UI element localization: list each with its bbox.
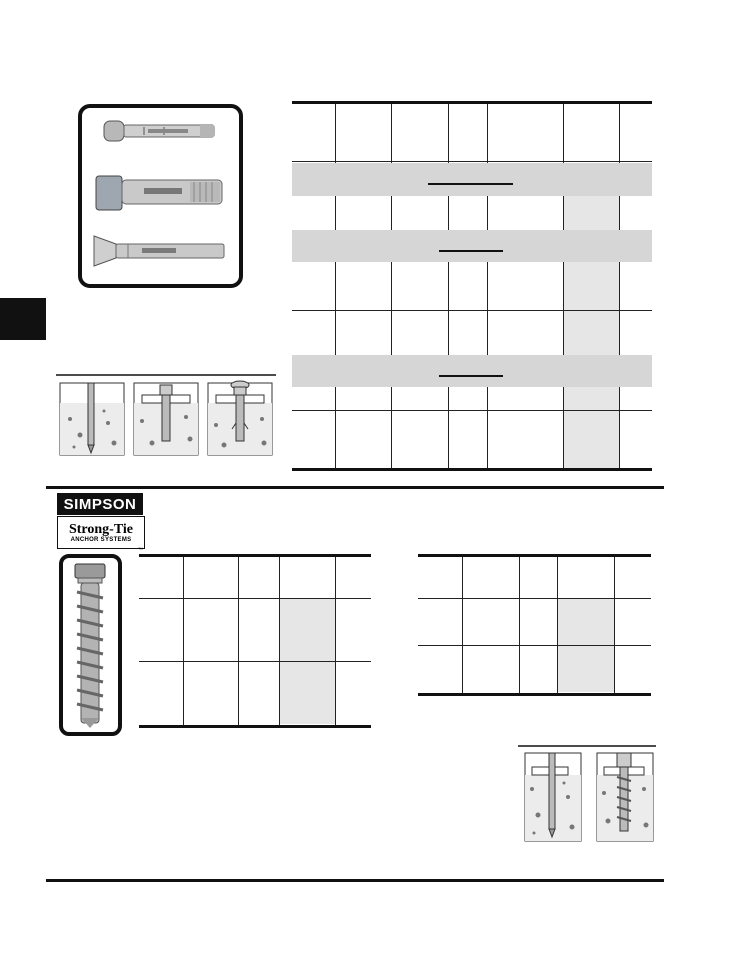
installation-diagram-upper [56, 373, 276, 459]
logo-brand-text: SIMPSON [63, 495, 137, 513]
table-shaded-cell [563, 262, 619, 355]
table-group-band [292, 163, 652, 196]
table-col-rule [183, 557, 184, 725]
table-col-rule [448, 387, 449, 468]
screw-anchor-photo-frame [59, 554, 122, 736]
screw-anchor-icon [75, 564, 105, 728]
acorn-nut-sleeve-anchor-icon [104, 121, 214, 141]
table-header-rule [418, 598, 651, 599]
table-col-rule [563, 387, 564, 468]
table-col-rule [563, 262, 564, 355]
table-col-rule [619, 196, 620, 230]
table-col-rule [487, 262, 488, 355]
sleeve-anchor-photo [82, 108, 239, 284]
table-col-rule [448, 262, 449, 355]
insert-anchor-step-icon [134, 383, 198, 455]
table-col-rule [487, 196, 488, 230]
table-header-rule [292, 161, 652, 162]
drive-screw-anchor-step-icon [597, 753, 653, 841]
band-title-underline [428, 183, 513, 185]
table-col-rule [462, 557, 463, 693]
table-col-rule [563, 104, 564, 163]
table-col-rule [335, 262, 336, 355]
table-top-rule [292, 101, 652, 104]
installation-diagram-lower [518, 745, 658, 845]
logo-trademark: ™ [138, 547, 143, 553]
table-col-rule [619, 262, 620, 355]
table-group-band [292, 355, 652, 387]
table-col-rule [391, 196, 392, 230]
table-col-rule [448, 196, 449, 230]
screw-anchor-photo [63, 558, 118, 732]
table-col-rule [335, 557, 336, 725]
section-divider-bottom [46, 879, 664, 882]
table-top-rule [418, 554, 651, 557]
table-group-band [292, 230, 652, 262]
table-shaded-cell [563, 387, 619, 468]
table-col-rule [391, 387, 392, 468]
strong-tie-logo [57, 516, 145, 549]
logo-product-line-text: Strong-Tie [68, 522, 134, 537]
sleeve-anchor-photo-frame [78, 104, 243, 288]
upper-spec-table [292, 101, 652, 472]
band-title-underline [439, 250, 503, 252]
drill-hole-step-icon [60, 383, 124, 455]
table-row-rule [292, 310, 652, 311]
table-col-rule [335, 104, 336, 163]
simpson-logo [57, 493, 143, 515]
table-row-rule [292, 410, 652, 411]
lower-right-spec-table [418, 554, 651, 698]
table-col-rule [619, 104, 620, 163]
table-col-rule [614, 557, 615, 693]
table-col-rule [519, 557, 520, 693]
table-col-rule [335, 387, 336, 468]
table-col-rule [563, 196, 564, 230]
table-col-rule [238, 557, 239, 725]
lower-left-spec-table [139, 554, 371, 730]
table-row-rule [139, 661, 371, 662]
band-title-underline [439, 375, 503, 377]
section-divider-top [46, 486, 664, 489]
table-row-rule [418, 645, 651, 646]
table-col-rule [335, 196, 336, 230]
tighten-anchor-step-icon [208, 381, 272, 455]
flat-head-sleeve-anchor-icon [94, 236, 224, 266]
table-col-rule [619, 387, 620, 468]
table-bottom-rule [292, 468, 652, 471]
table-top-rule [139, 554, 371, 557]
section-side-tab [0, 298, 46, 340]
table-col-rule [487, 104, 488, 163]
table-bottom-rule [139, 725, 371, 728]
table-shaded-cell [563, 196, 619, 230]
table-col-rule [279, 557, 280, 725]
table-bottom-rule [418, 693, 651, 696]
table-col-rule [557, 557, 558, 693]
hex-nut-sleeve-anchor-icon [96, 176, 222, 210]
logo-subline-text: ANCHOR SYSTEMS [70, 537, 132, 543]
drill-hole-step-icon [525, 753, 581, 841]
table-col-rule [487, 387, 488, 468]
table-col-rule [391, 104, 392, 163]
table-col-rule [448, 104, 449, 163]
table-header-rule [139, 598, 371, 599]
table-col-rule [391, 262, 392, 355]
